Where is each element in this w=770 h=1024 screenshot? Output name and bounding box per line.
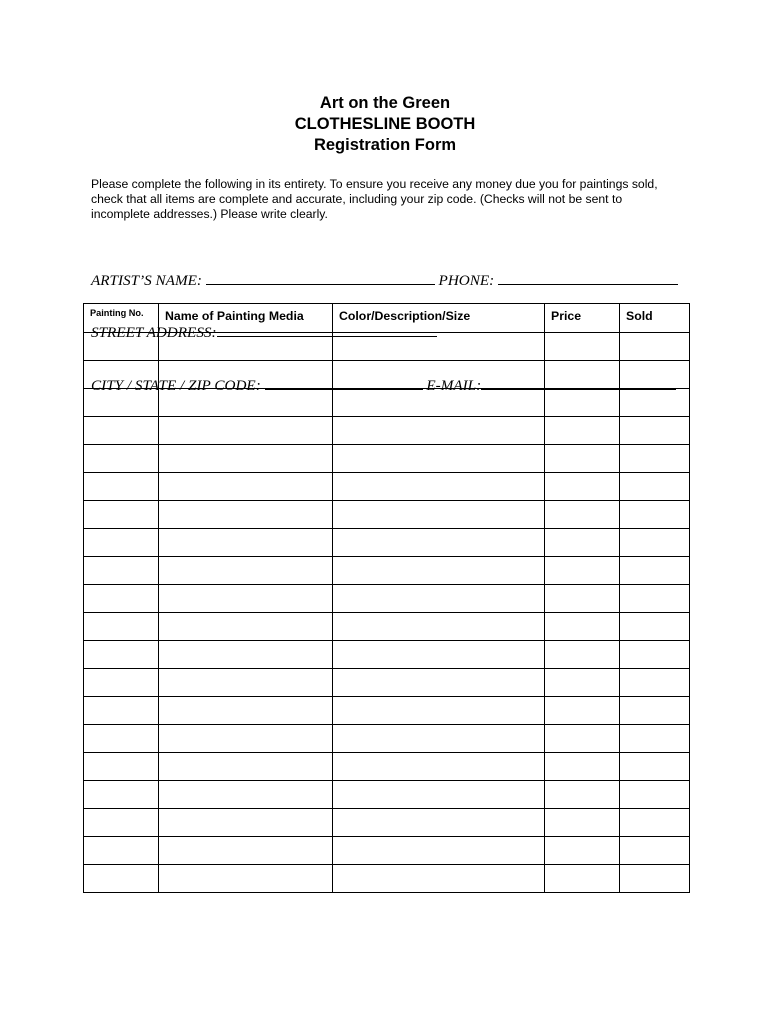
sold-cell[interactable]	[620, 781, 690, 809]
name-of-painting-cell[interactable]	[159, 529, 333, 557]
description-cell[interactable]	[333, 865, 545, 893]
name-of-painting-cell[interactable]	[159, 837, 333, 865]
sold-cell[interactable]	[620, 725, 690, 753]
table-header-row	[84, 304, 690, 333]
description-cell[interactable]	[333, 501, 545, 529]
table-row	[84, 725, 690, 753]
description-cell[interactable]	[333, 753, 545, 781]
sold-cell[interactable]	[620, 557, 690, 585]
form-title	[0, 93, 770, 156]
sold-cell[interactable]	[620, 361, 690, 389]
painting-no-cell[interactable]	[84, 669, 159, 697]
name-of-painting-cell[interactable]	[159, 809, 333, 837]
price-cell[interactable]	[545, 529, 620, 557]
price-cell[interactable]	[545, 501, 620, 529]
painting-no-cell[interactable]	[84, 557, 159, 585]
description-cell[interactable]	[333, 333, 545, 361]
name-of-painting-cell[interactable]	[159, 557, 333, 585]
table-row	[84, 361, 690, 389]
table-row	[84, 641, 690, 669]
painting-no-cell[interactable]	[84, 417, 159, 445]
sold-cell[interactable]	[620, 753, 690, 781]
table-row	[84, 501, 690, 529]
sold-cell[interactable]	[620, 809, 690, 837]
header-price: Price	[545, 304, 620, 333]
painting-no-cell[interactable]	[84, 697, 159, 725]
name-of-painting-cell[interactable]	[159, 781, 333, 809]
price-cell[interactable]	[545, 585, 620, 613]
name-of-painting-cell[interactable]	[159, 865, 333, 893]
table-row	[84, 473, 690, 501]
painting-no-cell[interactable]	[84, 809, 159, 837]
painting-no-cell[interactable]	[84, 641, 159, 669]
price-cell[interactable]	[545, 809, 620, 837]
description-cell[interactable]	[333, 697, 545, 725]
painting-no-cell[interactable]	[84, 361, 159, 389]
description-cell[interactable]	[333, 361, 545, 389]
price-cell[interactable]	[545, 697, 620, 725]
artist-name-field[interactable]	[206, 271, 435, 285]
price-cell[interactable]	[545, 669, 620, 697]
paintings-table	[83, 303, 690, 893]
price-cell[interactable]	[545, 361, 620, 389]
instructions-line-3: incomplete addresses.) Please write clearly.	[91, 207, 328, 222]
table-row	[84, 753, 690, 781]
name-of-painting-cell[interactable]	[159, 585, 333, 613]
painting-no-cell[interactable]	[84, 725, 159, 753]
name-of-painting-cell[interactable]	[159, 725, 333, 753]
table-row	[84, 529, 690, 557]
name-of-painting-cell[interactable]	[159, 669, 333, 697]
name-of-painting-cell[interactable]	[159, 641, 333, 669]
sold-cell[interactable]	[620, 613, 690, 641]
description-cell[interactable]	[333, 445, 545, 473]
description-cell[interactable]	[333, 641, 545, 669]
header-painting-no: Painting No.	[84, 304, 159, 333]
painting-no-cell[interactable]	[84, 333, 159, 361]
instructions-paragraph	[91, 177, 691, 223]
name-of-painting-cell[interactable]	[159, 613, 333, 641]
instructions-line-2: check that all items are complete and accurate, including your zip code. (Checks will not be sent to	[91, 192, 623, 207]
price-cell[interactable]	[545, 417, 620, 445]
instructions-line-1: Please complete the following in its entirety. To ensure you receive any money due you for paintings sold,	[91, 177, 658, 191]
painting-no-cell[interactable]	[84, 837, 159, 865]
painting-no-cell[interactable]	[84, 445, 159, 473]
booth-name: CLOTHESLINE BOOTH	[294, 115, 476, 133]
description-cell[interactable]	[333, 529, 545, 557]
artist-phone-line	[91, 271, 701, 289]
phone-field[interactable]	[498, 271, 678, 285]
header-color-description-size: Color/Description/Size	[333, 304, 545, 333]
form-name: Registration Form	[313, 136, 457, 154]
price-cell[interactable]	[545, 725, 620, 753]
price-cell[interactable]	[545, 473, 620, 501]
sold-cell[interactable]	[620, 697, 690, 725]
painting-no-cell[interactable]	[84, 389, 159, 417]
table-body	[84, 333, 690, 893]
price-cell[interactable]	[545, 641, 620, 669]
painting-no-cell[interactable]	[84, 585, 159, 613]
table-row	[84, 445, 690, 473]
name-of-painting-cell[interactable]	[159, 445, 333, 473]
table-row	[84, 669, 690, 697]
sold-cell[interactable]	[620, 585, 690, 613]
name-of-painting-cell[interactable]	[159, 697, 333, 725]
price-cell[interactable]	[545, 333, 620, 361]
description-cell[interactable]	[333, 557, 545, 585]
sold-cell[interactable]	[620, 417, 690, 445]
description-cell[interactable]	[333, 585, 545, 613]
price-cell[interactable]	[545, 445, 620, 473]
description-cell[interactable]	[333, 417, 545, 445]
email-label: E-MAIL:	[426, 377, 482, 395]
description-cell[interactable]	[333, 613, 545, 641]
price-cell[interactable]	[545, 389, 620, 417]
sold-cell[interactable]	[620, 473, 690, 501]
artist-name-label: ARTIST’S NAME:	[91, 271, 202, 289]
sold-cell[interactable]	[620, 445, 690, 473]
description-cell[interactable]	[333, 837, 545, 865]
phone-label: PHONE:	[438, 271, 495, 289]
table-row	[84, 865, 690, 893]
table-row	[84, 697, 690, 725]
price-cell[interactable]	[545, 753, 620, 781]
description-cell[interactable]	[333, 781, 545, 809]
name-of-painting-cell[interactable]	[159, 389, 333, 417]
event-name: Art on the Green	[319, 94, 451, 112]
table-row	[84, 333, 690, 361]
name-of-painting-cell[interactable]	[159, 361, 333, 389]
city-state-zip-label: CITY / STATE / ZIP CODE:	[91, 377, 261, 395]
header-sold: Sold	[620, 304, 690, 333]
name-of-painting-cell[interactable]	[159, 473, 333, 501]
sold-cell[interactable]	[620, 837, 690, 865]
sold-cell[interactable]	[620, 501, 690, 529]
painting-no-cell[interactable]	[84, 473, 159, 501]
name-of-painting-cell[interactable]	[159, 753, 333, 781]
price-cell[interactable]	[545, 613, 620, 641]
sold-cell[interactable]	[620, 641, 690, 669]
painting-no-cell[interactable]	[84, 501, 159, 529]
table-row	[84, 557, 690, 585]
table-row	[84, 781, 690, 809]
painting-no-cell[interactable]	[84, 753, 159, 781]
price-cell[interactable]	[545, 557, 620, 585]
painting-no-cell[interactable]	[84, 865, 159, 893]
price-cell[interactable]	[545, 865, 620, 893]
table-row	[84, 389, 690, 417]
description-cell[interactable]	[333, 389, 545, 417]
sold-cell[interactable]	[620, 333, 690, 361]
header-name-of-painting-media: Name of Painting Media	[159, 304, 333, 333]
description-cell[interactable]	[333, 473, 545, 501]
sold-cell[interactable]	[620, 389, 690, 417]
table-row	[84, 417, 690, 445]
sold-cell[interactable]	[620, 529, 690, 557]
table-row	[84, 585, 690, 613]
sold-cell[interactable]	[620, 865, 690, 893]
painting-no-cell[interactable]	[84, 613, 159, 641]
table-row	[84, 809, 690, 837]
description-cell[interactable]	[333, 669, 545, 697]
price-cell[interactable]	[545, 781, 620, 809]
description-cell[interactable]	[333, 725, 545, 753]
description-cell[interactable]	[333, 809, 545, 837]
name-of-painting-cell[interactable]	[159, 501, 333, 529]
painting-no-cell[interactable]	[84, 781, 159, 809]
name-of-painting-cell[interactable]	[159, 417, 333, 445]
table-row	[84, 837, 690, 865]
sold-cell[interactable]	[620, 669, 690, 697]
painting-no-cell[interactable]	[84, 529, 159, 557]
table-row	[84, 613, 690, 641]
price-cell[interactable]	[545, 837, 620, 865]
name-of-painting-cell[interactable]	[159, 333, 333, 361]
street-address-label: STREET ADDRESS:	[91, 324, 217, 342]
